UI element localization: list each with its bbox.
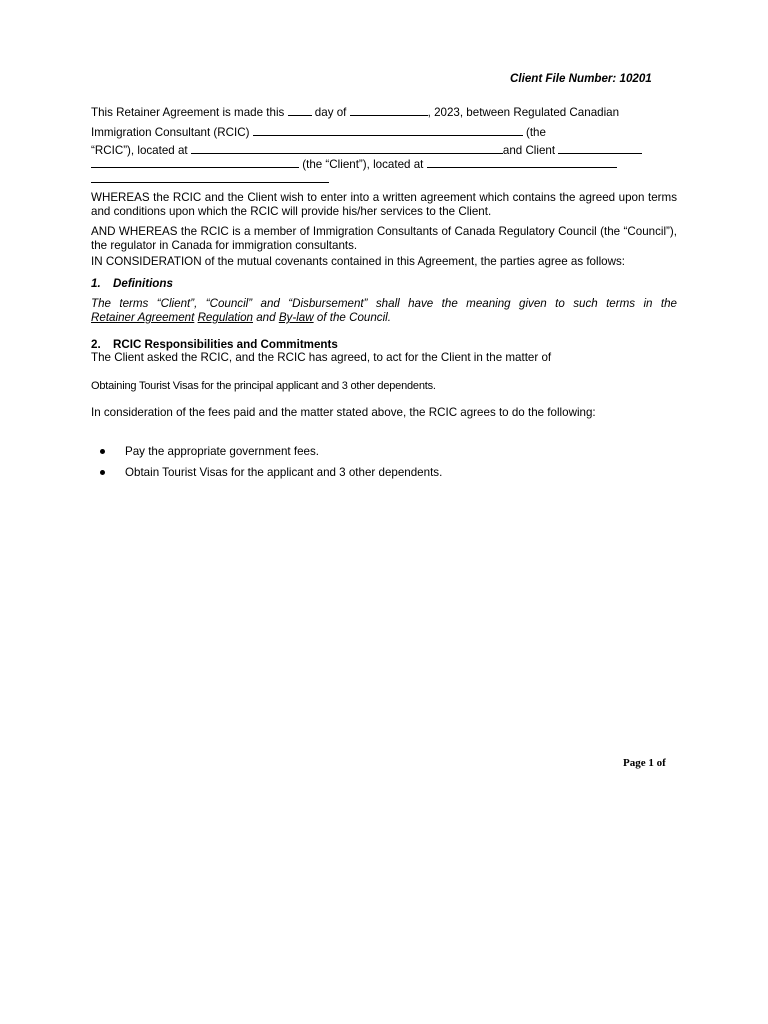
day-blank[interactable] (288, 105, 312, 116)
intro-text: Immigration Consultant (RCIC) (91, 126, 250, 139)
intro-line-1 (91, 105, 619, 120)
section-title: Definitions (113, 277, 173, 290)
section-title: RCIC Responsibilities and Commitments (113, 338, 338, 351)
intro-text: day of (314, 106, 347, 119)
bullet-icon (100, 449, 105, 454)
bylaw-link[interactable]: By-law (278, 311, 314, 324)
rcic-address-blank[interactable] (191, 143, 503, 154)
intro-text: , 2023, between Regulated Canadian (427, 106, 620, 119)
bullet-icon (100, 470, 105, 475)
responsibilities-list (91, 445, 677, 487)
client-name-blank-2[interactable] (91, 157, 299, 168)
section-number: 1. (91, 277, 101, 290)
client-file-number: Client File Number: 10201 (510, 72, 652, 85)
retainer-agreement-link[interactable]: Retainer Agreement (91, 311, 195, 324)
intro-text: (the (525, 126, 546, 139)
intro-line-4 (91, 157, 617, 172)
definitions-end: of the Council. (316, 311, 391, 324)
intro-line-2 (91, 125, 546, 140)
list-item-text: Pay the appropriate government fees. (125, 445, 319, 458)
whereas-paragraph-1: WHEREAS the RCIC and the Client wish to enter into a written agreement which contains the agreed upon terms and conditions upon which the RCIC will provide his/her services to the Client. (91, 191, 677, 218)
rcic-name-blank[interactable] (253, 125, 523, 136)
intro-text: (the “Client”), located at (302, 158, 424, 171)
list-item (91, 445, 677, 466)
client-address-blank[interactable] (427, 157, 617, 168)
section-1-heading (91, 277, 173, 291)
section-2-heading (91, 338, 338, 352)
intro-line-3 (91, 143, 642, 158)
list-item-text: Obtain Tourist Visas for the applicant and 3 other dependents. (125, 466, 443, 479)
section-2-intro: The Client asked the RCIC, and the RCIC has agreed, to act for the Client in the matter of (91, 351, 552, 364)
section-number: 2. (91, 338, 101, 351)
definitions-and: and (256, 311, 276, 324)
list-item (91, 466, 677, 487)
page-number: Page 1 of (623, 757, 666, 769)
intro-text: “RCIC”), located at (91, 144, 188, 157)
matter-description: Obtaining Tourist Visas for the principal applicant and 3 other dependents. (91, 380, 436, 392)
client-name-blank[interactable] (558, 143, 642, 154)
consideration-text: In consideration of the fees paid and the matter stated above, the RCIC agrees to do the following: (91, 406, 596, 419)
month-blank[interactable] (350, 105, 428, 116)
definitions-line-2 (91, 311, 677, 325)
whereas-paragraph-2: AND WHEREAS the RCIC is a member of Immigration Consultants of Canada Regulatory Council (the “Council”), the regulator in Canada for immigration consultants. (91, 225, 677, 252)
regulation-link[interactable]: Regulation (197, 311, 253, 324)
intro-text: This Retainer Agreement is made this (91, 106, 285, 119)
consideration-paragraph: IN CONSIDERATION of the mutual covenants contained in this Agreement, the parties agree as follows: (91, 255, 625, 268)
definitions-line-1: The terms “Client”, “Council” and “Disbursement” shall have the meaning given to such terms in the (91, 297, 677, 310)
client-address-blank-2[interactable] (91, 182, 329, 183)
intro-text: and Client (502, 144, 556, 157)
definitions-text (91, 297, 677, 325)
